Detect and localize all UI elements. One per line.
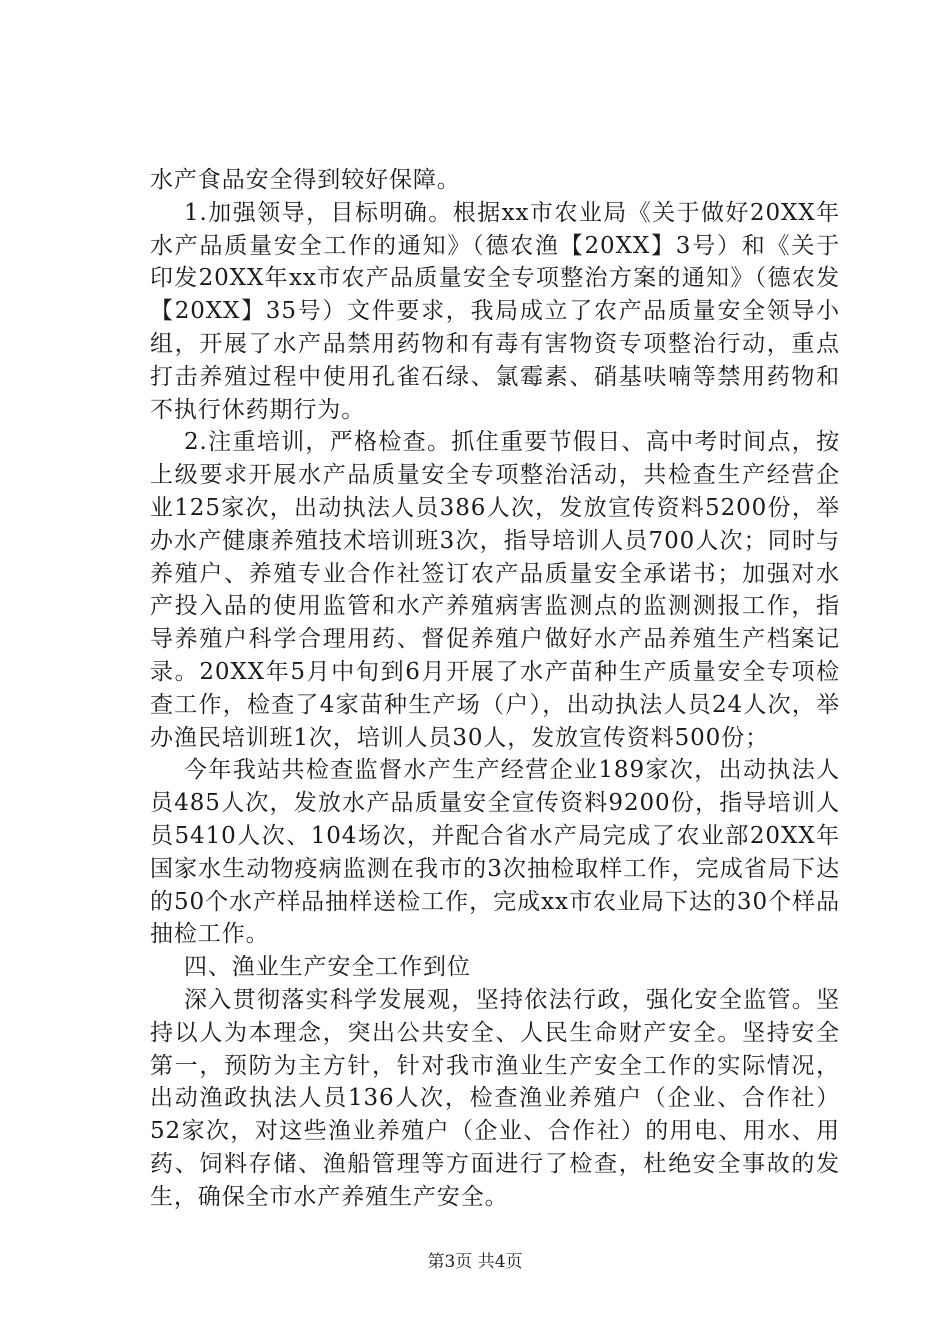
page-number-footer: 第3页 共4页 xyxy=(427,1252,523,1272)
paragraph-leadership: 1.加强领导，目标明确。根据xx市农业局《关于做好20XX年水产品质量安全工作的通知》（德农渔【20XX】3号）和《关于印发20XX年xx市农产品质量安全专项整治方案的通知》（德农发【20XX】35号）文件要求，我局成立了农产品质量安全领导小组，开展了水产品禁用药物和有毒有害物资专项整治行动，重点打击养殖过程中使用孔雀石绿、氯霉素、硝基呋喃等禁用药物和不执行休药期行为。 xyxy=(150,199,840,423)
paragraph-fishery-safety: 深入贯彻落实科学发展观，坚持依法行政，强化安全监管。坚持以人为本理念，突出公共安全、人民生命财产安全。坚持安全第一，预防为主方针，针对我市渔业生产安全工作的实际情况，出动渔政执法人员136人次，检查渔业养殖户（企业、合作社）52家次，对这些渔业养殖户（企业、合作社）的用电、用水、用药、饲料存储、渔船管理等方面进行了检查，杜绝安全事故的发生，确保全市水产养殖生产安全。 xyxy=(150,986,840,1210)
paragraph-continuation: 水产食品安全得到较好保障。 xyxy=(150,167,461,193)
paragraph-training: 2.注重培训，严格检查。抓住重要节假日、高中考时间点，按上级要求开展水产品质量安全专项整治活动，共检查生产经营企业125家次，出动执法人员386人次，发放宣传资料5200份，举办水产健康养殖技术培训班3次，指导培训人员700人次；同时与养殖户、养殖专业合作社签订农产品质量安全承诺书；加强对水产投入品的使用监管和水产养殖病害监测点的监测测报工作，指导养殖户科学合理用药、督促养殖户做好水产品养殖生产档案记录。20XX年5月中旬到6月开展了水产苗种生产质量安全专项检查工作，检查了4家苗种生产场（户），出动执法人员24人次，举办渔民培训班1次，培训人员30人，发放宣传资料500份； xyxy=(150,429,840,751)
section-heading-fishery-safety: 四、渔业生产安全工作到位 xyxy=(184,954,471,981)
document-body xyxy=(150,164,840,1214)
paragraph-inspection-summary: 今年我站共检查监督水产生产经营企业189家次，出动执法人员485人次，发放水产品质量安全宣传资料9200份，指导培训人员5410人次、104场次，并配合省水产局完成了农业部20XX年国家水生动物疫病监测在我市的3次抽检取样工作，完成省局下达的50个水产样品抽样送检工作，完成xx市农业局下达的30个样品抽检工作。 xyxy=(150,757,840,948)
